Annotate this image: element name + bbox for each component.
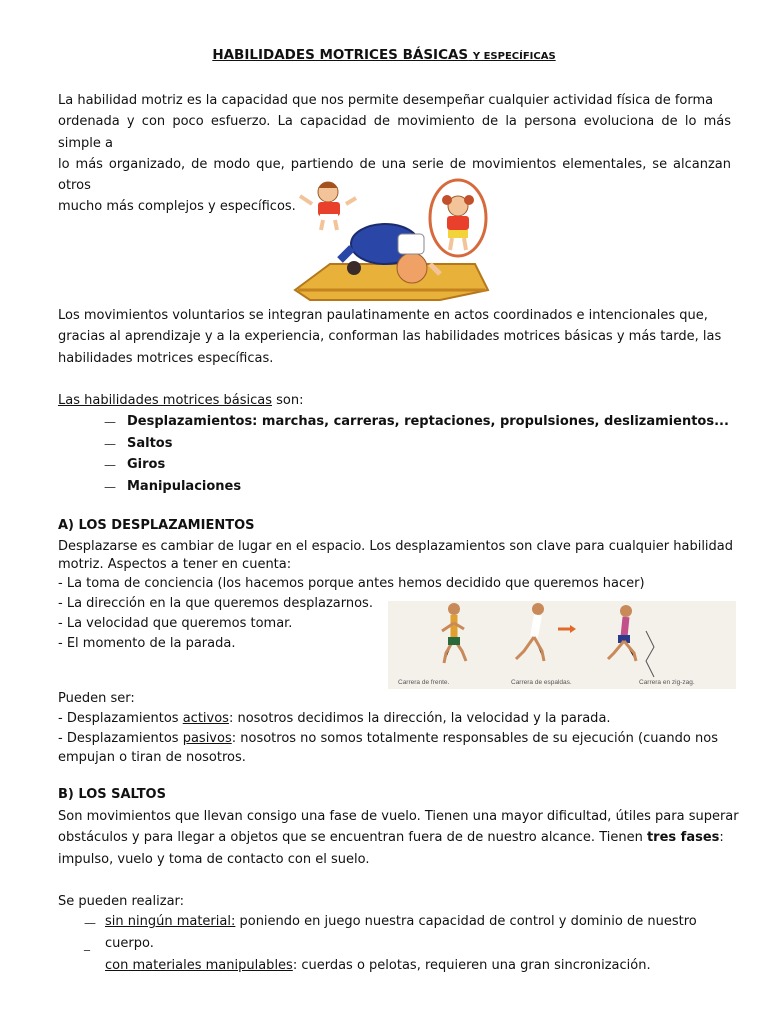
section-b-line: impulso, vuelo y toma de contacto con el suelo. [58, 852, 370, 867]
voluntary-paragraph [58, 305, 731, 369]
passive-word: pasivos [182, 731, 232, 746]
running-children-illustration [388, 601, 736, 689]
types-intro: Pueden ser: [58, 691, 135, 706]
option-materials-text: : cuerdas o pelotas, requieren una gran sincronización. [292, 958, 651, 973]
dash-bullet: _ [84, 937, 90, 951]
section-a-line: - El momento de la parada. [58, 636, 236, 651]
voluntary-line: habilidades motrices específicas. [58, 350, 274, 366]
runner-caption: Carrera de espaldas. [511, 679, 572, 686]
basic-skills-label: Las habilidades motrices básicas [58, 393, 272, 408]
option-no-material-cont: cuerpo. [105, 936, 154, 951]
section-a-line: motriz. Aspectos a tener en cuenta: [58, 557, 292, 572]
active-pre: - Desplazamientos [58, 711, 183, 726]
passive-line-2: empujan o tiran de nosotros. [58, 750, 246, 765]
page-title [0, 47, 768, 63]
voluntary-line: Los movimientos voluntarios se integran paulatinamente en actos coordinados e intencionales que, [58, 308, 708, 323]
option-no-material [105, 912, 697, 932]
section-a-line: - La toma de conciencia (los hacemos porque antes hemos decidido que queremos hacer) [58, 576, 645, 591]
active-word: activos [182, 711, 229, 726]
basic-skills-intro [58, 391, 303, 411]
section-b-line2-post: : [719, 830, 724, 845]
intro-line: mucho más complejos y específicos. [58, 199, 296, 215]
section-a-line: - La dirección en la que queremos desplazarnos. [58, 596, 373, 611]
intro-line: ordenada y con poco esfuerzo. La capacidad de movimiento de la persona evoluciona de lo más simple a [58, 114, 731, 151]
runner-caption: Carrera de frente. [398, 679, 450, 686]
section-b-line: Son movimientos que llevan consigo una fase de vuelo. Tienen una mayor dificultad, útiles para superar [58, 809, 739, 824]
active-line [58, 709, 611, 729]
section-b-line [58, 828, 724, 848]
passive-line [58, 729, 718, 749]
option-materials [105, 956, 651, 976]
basic-item: Manipulaciones [127, 479, 242, 494]
title-main: HABILIDADES MOTRICES BÁSICAS [212, 47, 469, 63]
option-no-material-text: poniendo en juego nuestra capacidad de control y dominio de nuestro [235, 914, 697, 929]
title-small: Y ESPECÍFICAS [472, 51, 556, 62]
section-a-heading: A) LOS DESPLAZAMIENTOS [58, 518, 255, 533]
three-phases: tres fases [646, 830, 720, 845]
can-be-done: Se pueden realizar: [58, 894, 185, 909]
runner-caption: Carrera en zig-zag. [639, 679, 695, 686]
basic-item: Saltos [127, 436, 173, 451]
gymnastics-kids-illustration [290, 178, 490, 306]
basic-skills-suffix: son: [272, 393, 304, 408]
active-post: : nosotros decidimos la dirección, la velocidad y la parada. [228, 711, 611, 726]
section-b-heading: B) LOS SALTOS [58, 787, 166, 802]
dash-bullet: — [104, 480, 116, 494]
intro-line: lo más organizado, de modo que, partiendo de una serie de movimientos elementales, se alcanzan otros [58, 156, 731, 194]
dash-bullet: — [104, 458, 116, 472]
dash-bullet: — [84, 916, 96, 930]
basic-item: Giros [127, 457, 166, 472]
option-no-material-label: sin ningún material: [105, 914, 236, 929]
intro-line: La habilidad motriz es la capacidad que nos permite desempeñar cualquier actividad física de forma [58, 93, 714, 108]
section-b-line2-pre: obstáculos y para llegar a objetos que se encuentran fuera de de nuestro alcance. Tienen [58, 830, 647, 845]
basic-item: Desplazamientos: marchas, carreras, reptaciones, propulsiones, deslizamientos... [127, 414, 729, 429]
section-a-line: - La velocidad que queremos tomar. [58, 616, 293, 631]
voluntary-line: gracias al aprendizaje y a la experiencia, conforman las habilidades motrices básicas y más tarde, las [58, 329, 722, 345]
dash-bullet: — [104, 437, 116, 451]
passive-pre: - Desplazamientos [58, 731, 183, 746]
passive-post: : nosotros no somos totalmente responsables de su ejecución (cuando nos [231, 731, 718, 746]
dash-bullet: — [104, 415, 116, 429]
section-a-line: Desplazarse es cambiar de lugar en el espacio. Los desplazamientos son clave para cualquier habilidad [58, 539, 734, 554]
option-materials-label: con materiales manipulables [105, 958, 293, 973]
